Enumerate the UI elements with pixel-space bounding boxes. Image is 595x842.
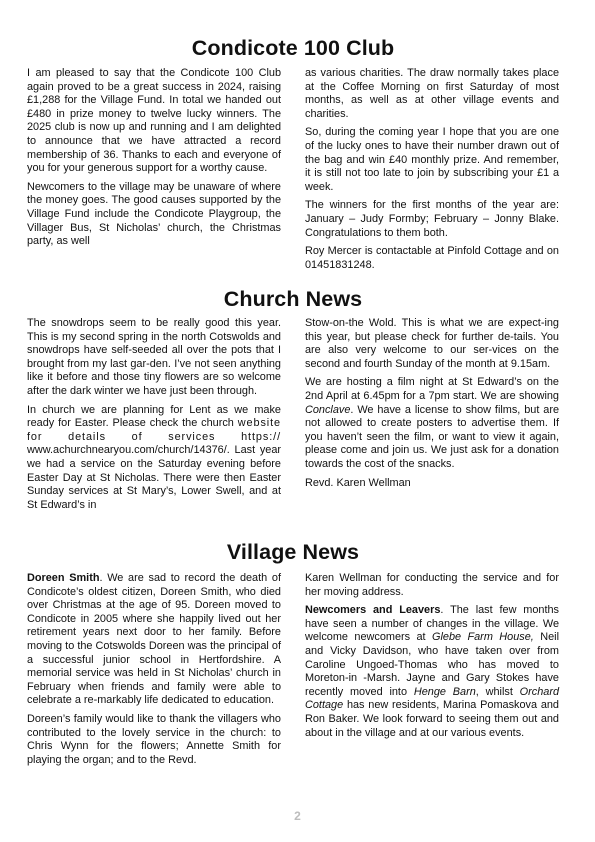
paragraph: Roy Mercer is contactable at Pinfold Cottage and on 01451831248. xyxy=(305,245,559,271)
text-run: . We are sad to record the death of Condicote’s oldest citizen, Doreen Smith, who died over Christmas at the age of 95. Doreen moved to Condicote in 2005 where she happily lived out her retirement years next door to her family. Before moving to the Cotswolds Doreen was the principal of a successful junior school in Hertfordshire. A memorial service was held in St Nicholas’ church in February when friends and family were able to celebrate a re-markably life dedicated to education. xyxy=(27,572,281,707)
paragraph: So, during the coming year I hope that you are one of the lucky ones to have their number drawn out of the bag and win £40 monthly prize. And remember, it is still not too late to join by subscribing your £1 a week. xyxy=(305,126,559,193)
item-heading: Doreen Smith xyxy=(27,572,100,584)
item-heading: Newcomers and Leavers xyxy=(305,604,441,617)
text-run: Neil and Vicky Davidson, who have taken over from Caroline Ungoed-Thomas who has moved to Moreton-in -Marsh. Jayne and Gary Stokes have recently moved into xyxy=(305,631,559,698)
paragraph: I am pleased to say that the Condicote 100 Club again proved to be a great success in 2024, raising £1,288 for the Village Fund. In total we handed out £480 in prize money to twelve lucky winners. The 2025 club is now up and running and I am delighted to announce that we have attracted a record membership of 36. Thanks to each and everyone of you for your generous support for a worthy cause. xyxy=(27,67,281,175)
place-name: Henge Barn xyxy=(413,685,476,698)
column-right xyxy=(305,317,559,517)
text-run: has new residents, Marina Pomaskova and Ron Baker. We look forward to seeing them out and about in the village and at our various events. xyxy=(305,699,559,739)
column-left xyxy=(27,572,281,772)
paragraph: as various charities. The draw normally takes place at the Coffee Morning on first Saturday of most months, as well as at other village events and charities. xyxy=(305,67,559,120)
column-left xyxy=(27,67,281,277)
text-run: website for details of services https:// xyxy=(27,417,281,443)
column-right xyxy=(305,67,559,277)
signature: Revd. Karen Wellman xyxy=(305,476,411,489)
paragraph: Stow-on-the Wold. This is what we are expect-ing this year, but please check for further de-tails. You are also very welcome to our ser-vices on the second and fourth Sunday of the month at 9.15am. xyxy=(305,317,559,370)
church-website-link[interactable]: www.achurchnearyou.com/church/14376/. xyxy=(27,444,230,457)
paragraph: The winners for the first months of the year are: January – Judy Formby; February – Jonny Blake. Congratulations to them both. xyxy=(305,199,559,239)
section-title-100-club: Condicote 100 Club xyxy=(191,36,395,60)
section-title-church-news: Church News xyxy=(223,287,363,311)
paragraph xyxy=(305,604,559,740)
place-name: Glebe Farm House, xyxy=(432,631,534,644)
text-run: . We have a license to show films, but are not allowed to create posters to advertise them. If you haven’t seen the film, or want to view it again, please come and join us. We just ask for a donation towards the cost of the snacks. xyxy=(305,403,559,470)
paragraph xyxy=(305,376,559,471)
paragraph: Karen Wellman for conducting the service and for her moving address. xyxy=(305,572,559,598)
film-title: Conclave xyxy=(305,403,351,416)
text-run: . The last few months have seen a number of changes in the village. We welcome newcomers at xyxy=(305,604,559,644)
column-left xyxy=(27,317,281,517)
paragraph xyxy=(27,572,281,708)
text-run: Last year we had a service on the Saturday evening before Easter Day at St Nicholas. There were then Easter Sunday services at St Mary’s, Lower Swell, and at St Edward’s in xyxy=(27,444,281,511)
place-name: Orchard Cottage xyxy=(305,685,560,712)
section-church-news xyxy=(27,317,559,517)
section-100-club xyxy=(27,67,559,277)
paragraph: Newcomers to the village may be unaware of where the money goes. The good causes supported by the Village Fund include the Condicote Playgroup, the Villager Bus, St Nicholas’ church, the Christmas party, as well xyxy=(27,180,281,248)
page-number: 2 xyxy=(294,809,301,823)
paragraph xyxy=(27,404,281,513)
text-run: In church we are planning for Lent as we make ready for Easter. Please check the church xyxy=(27,403,281,430)
section-village-news xyxy=(27,572,559,772)
column-right xyxy=(305,572,559,772)
section-title-village-news: Village News xyxy=(226,540,360,564)
paragraph: Doreen’s family would like to thank the villagers who contributed to the lovely service in the church: to Chris Wynn for the flowers; Annette Smith for playing the organ; and to the Revd. xyxy=(27,712,281,766)
paragraph: The snowdrops seem to be really good this year. This is my second spring in the north Cotswolds and snowdrops have self-seeded all over the pots that I brought from my last gar-den. I’ve not seen anything like it before and those tiny flowers are so welcome after the dark winter we have just been through. xyxy=(27,317,281,397)
text-run: We are hosting a film night at St Edward’s on the 2nd April at 6.45pm for a 7pm start. We are showing xyxy=(305,376,559,402)
text-run: , whilst xyxy=(475,685,520,698)
